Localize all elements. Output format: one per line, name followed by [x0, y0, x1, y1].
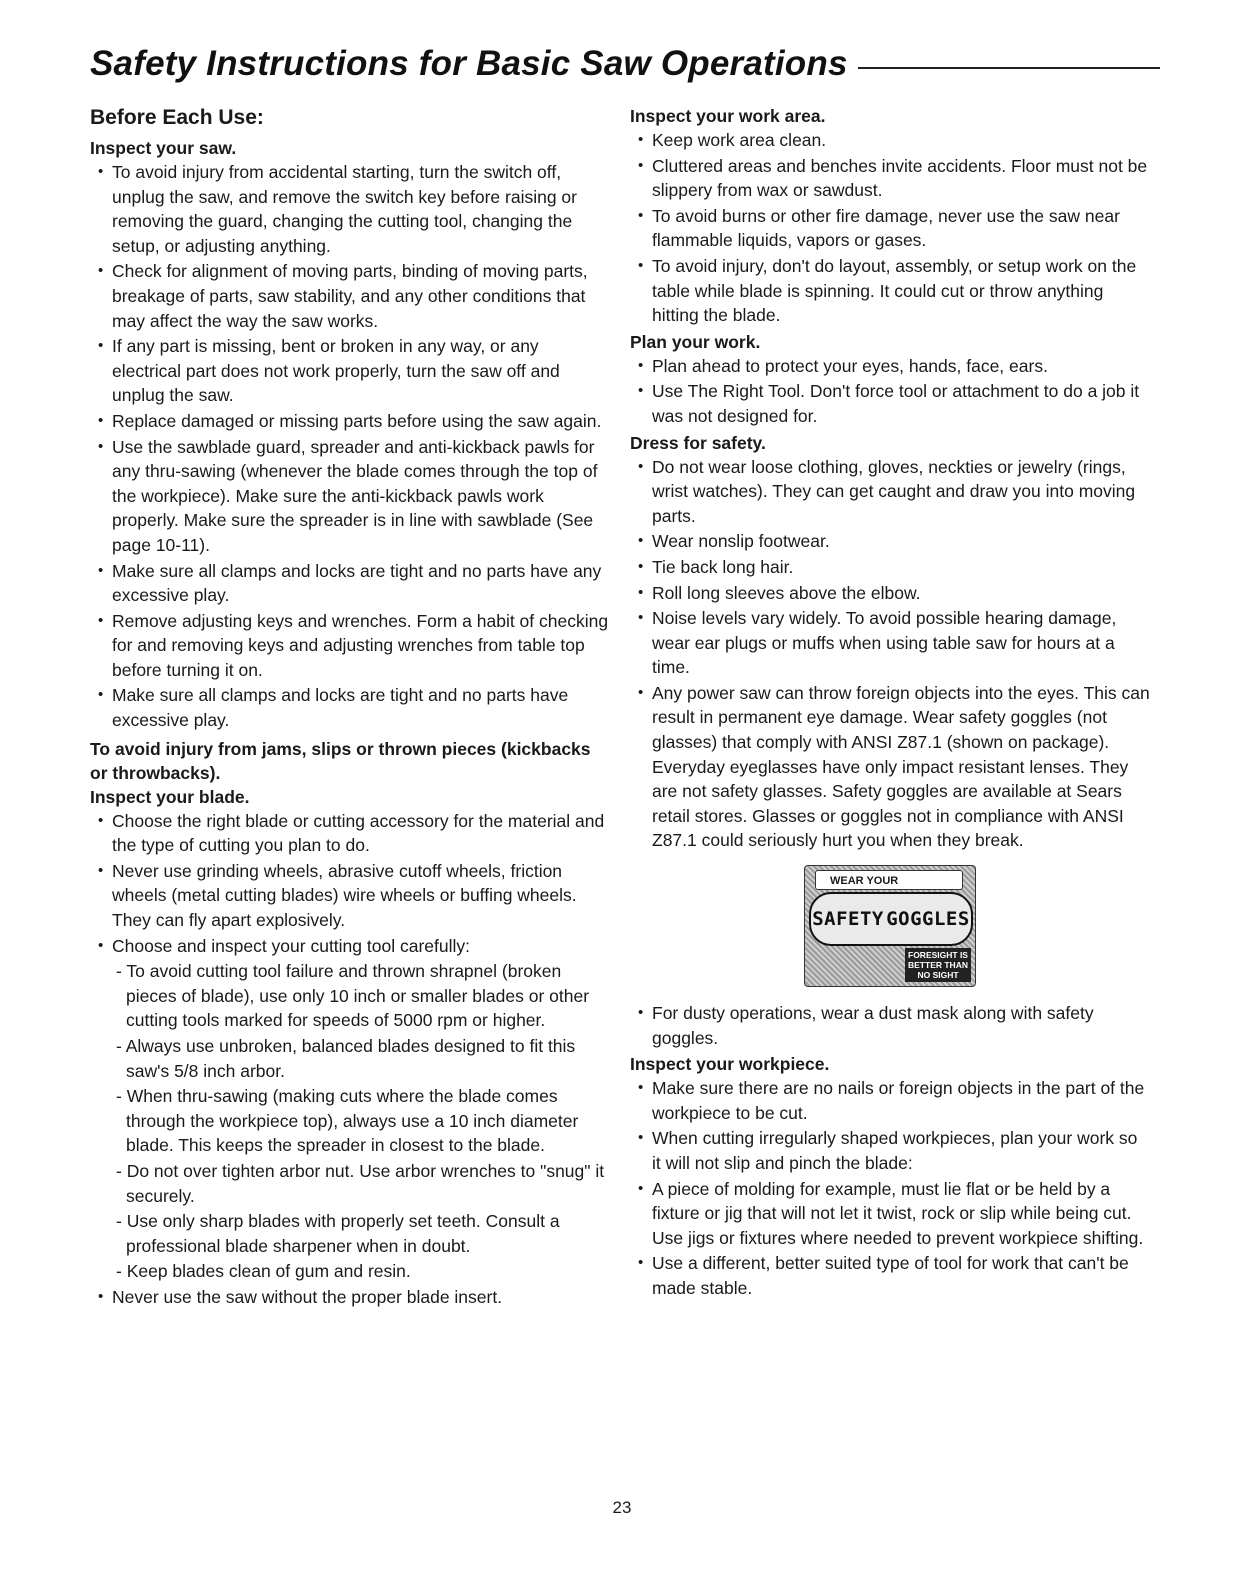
list-item: • Check for alignment of moving parts, binding of moving parts, breakage of parts, saw stability, and any other conditions that may affect the way the saw works. [90, 259, 610, 333]
goggles-top-label: WEAR YOUR [815, 870, 963, 890]
work-area-list [630, 128, 1150, 328]
list-item: • Any power saw can throw foreign objects into the eyes. This can result in permanent eye damage. Wear safety goggles (not glasses) that comply with ANSI Z87.1 (shown on package). Everyday eyeglasses have only impact resistant lenses. They are not safety glasses. Safety goggles are available at Sears retail stores. Glasses or goggles not in compliance with ANSI Z87.1 could seriously hurt you when they break. [630, 681, 1150, 853]
workpiece-heading: Inspect your workpiece. [630, 1054, 830, 1075]
dash-item: - To avoid cutting tool failure and thrown shrapnel (broken pieces of blade), use only 10 inch or smaller blades or other cutting tools marked for speeds of 5000 rpm or higher. [116, 961, 590, 1031]
dash-item: - Use only sharp blades with properly set teeth. Consult a professional blade sharpener when in doubt. [116, 1211, 560, 1256]
dust-list [630, 1001, 1150, 1050]
list-item: • Roll long sleeves above the elbow. [630, 581, 1150, 606]
list-item: • Never use the saw without the proper blade insert. [90, 1285, 610, 1310]
plan-work-list [630, 354, 1150, 429]
list-item: • To avoid injury from accidental starting, turn the switch off, unplug the saw, and remove the switch key before raising or removing the guard, changing the cutting tool, changing the setup, or adjusting anything. [90, 160, 610, 258]
list-item: • Never use grinding wheels, abrasive cutoff wheels, friction wheels (metal cutting blades) wire wheels or buffing wheels. They can fly apart explosively. [90, 859, 610, 933]
list-item: • Choose the right blade or cutting accessory for the material and the type of cutting you plan to do. [90, 809, 610, 858]
inspect-blade-heading: Inspect your blade. [90, 786, 250, 807]
list-item: • Keep work area clean. [630, 128, 1150, 153]
goggles-corner-label [905, 948, 971, 982]
list-item: • Choose and inspect your cutting tool carefully: [90, 934, 610, 959]
list-item: • Make sure all clamps and locks are tight and no parts have any excessive play. [90, 559, 610, 608]
list-item: • Use a different, better suited type of tool for work that can't be made stable. [630, 1251, 1150, 1300]
list-item: • Wear nonslip footwear. [630, 529, 1150, 554]
right-column [630, 104, 1150, 1303]
left-column [90, 104, 610, 1312]
list-item: • To avoid burns or other fire damage, never use the saw near flammable liquids, vapors or gases. [630, 204, 1150, 253]
dash-item: - When thru-sawing (making cuts where the blade comes through the workpiece top), always use a 10 inch diameter blade. This keeps the spreader in closest to the blade. [116, 1086, 579, 1156]
safety-goggles-image [804, 865, 976, 987]
dash-item: - Do not over tighten arbor nut. Use arbor wrenches to "snug" it securely. [116, 1160, 605, 1206]
inspect-saw-heading: Inspect your saw. [90, 138, 237, 158]
goggles-lens-band [809, 892, 973, 946]
list-item: • Make sure all clamps and locks are tight and no parts have excessive play. [90, 683, 610, 732]
goggles-left-word: SAFETY [812, 908, 884, 931]
list-item: • Do not wear loose clothing, gloves, neckties or jewelry (rings, wrist watches). They can get caught and draw you into moving parts. [630, 455, 1150, 529]
list-item: • When cutting irregularly shaped workpieces, plan your work so it will not slip and pinch the blade: [630, 1126, 1150, 1175]
page-title: Safety Instructions for Basic Saw Operations [90, 44, 848, 83]
dress-list [630, 455, 1150, 854]
dress-heading: Dress for safety. [630, 432, 766, 453]
title-row [90, 44, 1160, 84]
jams-heading: To avoid injury from jams, slips or thrown pieces (kickbacks or throwbacks). [90, 738, 591, 783]
goggles-right-word: GOGGLES [886, 908, 970, 931]
plan-work-heading: Plan your work. [630, 331, 761, 352]
dash-item: - Always use unbroken, balanced blades designed to fit this saw's 5/8 inch arbor. [116, 1036, 576, 1081]
list-item: • Replace damaged or missing parts before using the saw again. [90, 409, 610, 434]
corner-line: NO SIGHT [917, 970, 959, 981]
list-item: • Noise levels vary widely. To avoid possible hearing damage, wear ear plugs or muffs when using table saw for hours at a time. [630, 606, 1150, 680]
inspect-blade-list [90, 809, 610, 1310]
title-rule [858, 67, 1160, 69]
list-item: • A piece of molding for example, must lie flat or be held by a fixture or jig that will not let it twist, rock or slip while being cut. Use jigs or fixtures where needed to prevent workpiece shifting. [630, 1177, 1150, 1251]
list-item: • Use the sawblade guard, spreader and anti-kickback pawls for any thru-sawing (whenever the blade comes through the top of the workpiece). Make sure the anti-kickback pawls work properly. Make sure the spreader is in line with sawblade (See page 10-11). [90, 435, 610, 558]
workpiece-list [630, 1076, 1150, 1300]
corner-line: FORESIGHT IS [908, 950, 968, 961]
list-item: • Tie back long hair. [630, 555, 1150, 580]
goggles-image-wrap [630, 865, 1150, 987]
dash-item: - Keep blades clean of gum and resin. [116, 1261, 411, 1282]
list-item: • Use The Right Tool. Don't force tool or attachment to do a job it was not designed for. [630, 379, 1150, 428]
list-item: • To avoid injury, don't do layout, assembly, or setup work on the table while blade is spinning. It could cut or throw anything hitting the blade. [630, 254, 1150, 328]
page-number: 23 [612, 1498, 632, 1517]
work-area-heading: Inspect your work area. [630, 106, 826, 126]
list-item: • Make sure there are no nails or foreign objects in the part of the workpiece to be cut. [630, 1076, 1150, 1125]
list-item: • If any part is missing, bent or broken in any way, or any electrical part does not work properly, turn the saw off and unplug the saw. [90, 334, 610, 408]
corner-line: BETTER THAN [908, 960, 968, 971]
list-item: • Plan ahead to protect your eyes, hands, face, ears. [630, 354, 1150, 379]
list-item: • For dusty operations, wear a dust mask along with safety goggles. [630, 1001, 1150, 1050]
inspect-saw-list [90, 160, 610, 733]
before-each-use-heading: Before Each Use: [90, 106, 264, 129]
list-item: • Remove adjusting keys and wrenches. Form a habit of checking for and removing keys and adjusting wrenches from table top before turning it on. [90, 609, 610, 683]
list-item: • Cluttered areas and benches invite accidents. Floor must not be slippery from wax or sawdust. [630, 154, 1150, 203]
